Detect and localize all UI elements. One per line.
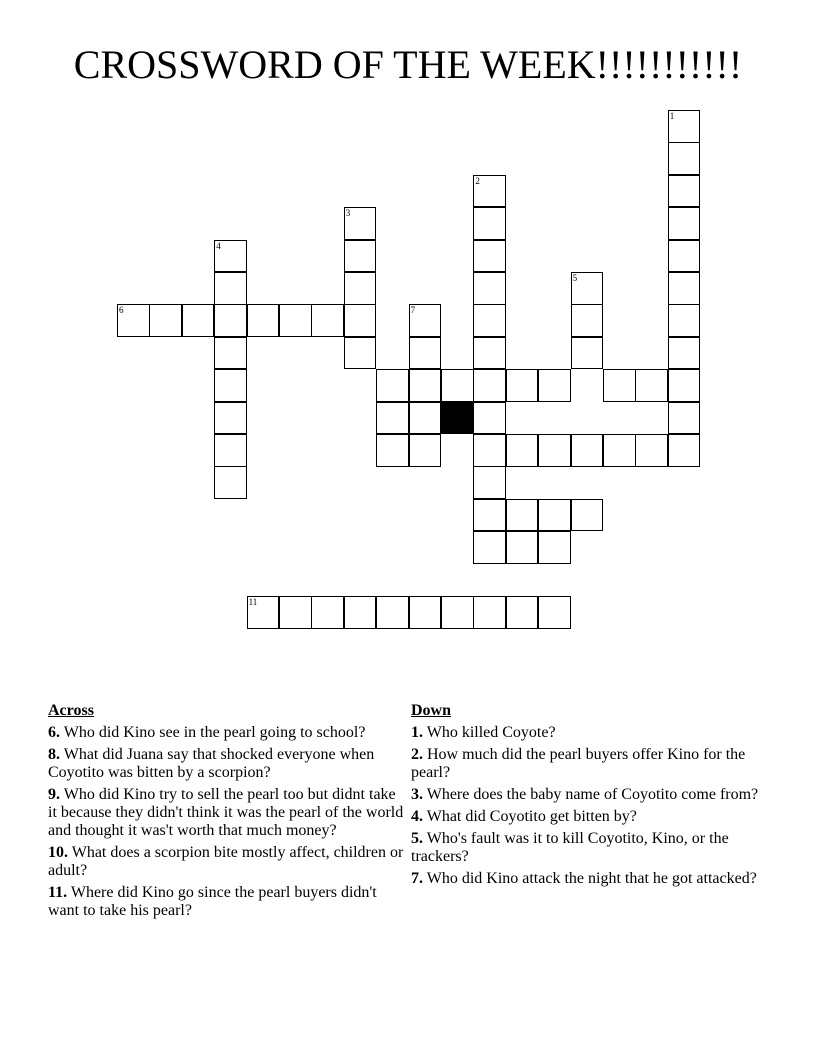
down-clue: [411, 786, 761, 804]
grid-cell[interactable]: [376, 434, 409, 467]
grid-cell[interactable]: [214, 402, 247, 435]
grid-cell[interactable]: [344, 240, 377, 273]
grid-cell[interactable]: [473, 240, 506, 273]
grid-cell[interactable]: [668, 304, 701, 337]
clue-text: How much did the pearl buyers offer Kino for the pearl?: [411, 746, 746, 781]
grid-cell[interactable]: [538, 499, 571, 532]
grid-cell[interactable]: [214, 240, 247, 273]
grid-cell[interactable]: [409, 596, 442, 629]
grid-cell[interactable]: [571, 434, 604, 467]
grid-cell[interactable]: [149, 304, 182, 337]
clue-number: 3: [345, 208, 351, 219]
grid-cell[interactable]: [117, 304, 150, 337]
clue-number: 4: [216, 240, 221, 251]
down-heading: Down: [411, 702, 452, 719]
grid-cell[interactable]: [311, 304, 344, 337]
down-clue-list: [411, 724, 761, 888]
grid-cell[interactable]: [603, 434, 636, 467]
grid-cell[interactable]: [473, 207, 506, 240]
grid-cell[interactable]: [214, 369, 247, 402]
down-clue: [411, 830, 761, 866]
down-clue: [411, 724, 761, 742]
grid-cell[interactable]: [635, 434, 668, 467]
clue-number-label: 7.: [411, 870, 423, 887]
across-heading: Across: [48, 702, 94, 719]
grid-cell[interactable]: [538, 434, 571, 467]
clue-number: 11: [248, 597, 258, 607]
down-clue: [411, 870, 761, 888]
clue-number: 5: [572, 273, 578, 283]
grid-cell[interactable]: [473, 272, 506, 305]
grid-cell[interactable]: [473, 531, 506, 564]
grid-cell[interactable]: [668, 110, 701, 143]
grid-cell[interactable]: [441, 369, 474, 402]
black-square: [441, 402, 474, 435]
clue-text: What did Juana say that shocked everyone when Coyotito was bitten by a scorpion?: [48, 746, 375, 781]
grid-cell[interactable]: [279, 304, 312, 337]
clue-text: Who did Kino try to sell the pearl too but didnt take it because they didn't think it was the pearl of the world and thought it was't worth that much money?: [48, 786, 404, 839]
grid-cell[interactable]: [473, 337, 506, 370]
clue-number-label: 10.: [48, 844, 68, 861]
grid-cell[interactable]: [344, 304, 377, 337]
grid-cell[interactable]: [214, 466, 247, 499]
grid-cell[interactable]: [214, 304, 247, 337]
grid-cell[interactable]: [571, 337, 604, 370]
grid-cell[interactable]: [473, 434, 506, 467]
grid-cell[interactable]: [441, 596, 474, 629]
clue-number-label: 4.: [411, 808, 423, 825]
grid-cell[interactable]: [506, 596, 539, 629]
grid-cell[interactable]: [376, 369, 409, 402]
clue-text: Where did Kino go since the pearl buyers didn't want to take his pearl?: [48, 884, 377, 919]
grid-cell[interactable]: [668, 142, 701, 175]
across-clue: [48, 844, 408, 880]
clue-text: What does a scorpion bite mostly affect, children or adult?: [48, 844, 404, 879]
grid-cell[interactable]: [668, 402, 701, 435]
grid-cell[interactable]: [344, 272, 377, 305]
grid-cell[interactable]: [376, 402, 409, 435]
grid-cell[interactable]: [668, 207, 701, 240]
grid-cell[interactable]: [409, 337, 442, 370]
clue-number: 7: [410, 305, 416, 316]
grid-cell[interactable]: [473, 304, 506, 337]
across-clues: [48, 702, 408, 924]
grid-cell[interactable]: [668, 272, 701, 305]
grid-cell[interactable]: [247, 304, 280, 337]
page-title: CROSSWORD OF THE WEEK!!!!!!!!!!!: [73, 42, 743, 87]
grid-cell[interactable]: [344, 596, 377, 629]
grid-cell[interactable]: [344, 207, 377, 240]
clue-number-label: 1.: [411, 724, 423, 741]
grid-cell[interactable]: [668, 175, 701, 208]
grid-cell[interactable]: [668, 369, 701, 402]
down-clue: [411, 808, 761, 826]
grid-cell[interactable]: [506, 369, 539, 402]
grid-cell[interactable]: [506, 531, 539, 564]
grid-cell[interactable]: [279, 596, 312, 629]
clue-number-label: 11.: [48, 884, 68, 901]
clue-number: 1: [669, 111, 675, 121]
clue-number-label: 5.: [411, 830, 423, 847]
clue-text: What did Coyotito get bitten by?: [423, 808, 637, 825]
grid-cell[interactable]: [668, 337, 701, 370]
clue-number-label: 9.: [48, 786, 60, 803]
clue-text: Where does the baby name of Coyotito come from?: [423, 786, 759, 803]
grid-cell[interactable]: [214, 272, 247, 305]
clue-number: 6: [119, 305, 124, 316]
grid-cell[interactable]: [409, 402, 442, 435]
clue-number-label: 2.: [411, 746, 423, 763]
grid-cell[interactable]: [538, 596, 571, 629]
clue-number: 2: [475, 175, 480, 186]
grid-cell[interactable]: [473, 466, 506, 499]
grid-cell[interactable]: [311, 596, 344, 629]
grid-cell[interactable]: [538, 531, 571, 564]
grid-cell[interactable]: [473, 369, 506, 402]
grid-cell[interactable]: [538, 369, 571, 402]
grid-cell[interactable]: [376, 596, 409, 629]
grid-cell[interactable]: [635, 369, 668, 402]
grid-cell[interactable]: [603, 369, 636, 402]
grid-cell[interactable]: [506, 499, 539, 532]
clue-number-label: 3.: [411, 786, 423, 803]
across-clue: [48, 746, 408, 782]
across-clue-list: [48, 724, 408, 920]
grid-cell[interactable]: [571, 499, 604, 532]
across-clue: [48, 786, 408, 840]
clue-number-label: 6.: [48, 724, 60, 741]
down-clues: [411, 702, 761, 892]
grid-cell[interactable]: [668, 240, 701, 273]
grid-cell[interactable]: [409, 434, 442, 467]
down-clue: [411, 746, 761, 782]
grid-cell[interactable]: [506, 434, 539, 467]
grid-cell[interactable]: [344, 337, 377, 370]
grid-cell[interactable]: [571, 272, 604, 305]
across-clue: [48, 724, 408, 742]
across-clue: [48, 884, 408, 920]
grid-cell[interactable]: [409, 369, 442, 402]
grid-cell[interactable]: [473, 596, 506, 629]
grid-cell[interactable]: [214, 337, 247, 370]
grid-cell[interactable]: [473, 402, 506, 435]
clue-text: Who's fault was it to kill Coyotito, Kino, or the trackers?: [411, 830, 729, 865]
clue-number-label: 8.: [48, 746, 60, 763]
grid-cell[interactable]: [473, 499, 506, 532]
grid-cell[interactable]: [668, 434, 701, 467]
grid-cell[interactable]: [182, 304, 215, 337]
clue-text: Who did Kino attack the night that he got attacked?: [423, 870, 757, 887]
grid-cell[interactable]: [473, 175, 506, 208]
grid-cell[interactable]: [409, 304, 442, 337]
grid-cell[interactable]: [571, 304, 604, 337]
clue-text: Who did Kino see in the pearl going to school?: [60, 724, 366, 741]
grid-cell[interactable]: [247, 596, 280, 629]
clue-text: Who killed Coyote?: [423, 724, 556, 741]
grid-cell[interactable]: [214, 434, 247, 467]
